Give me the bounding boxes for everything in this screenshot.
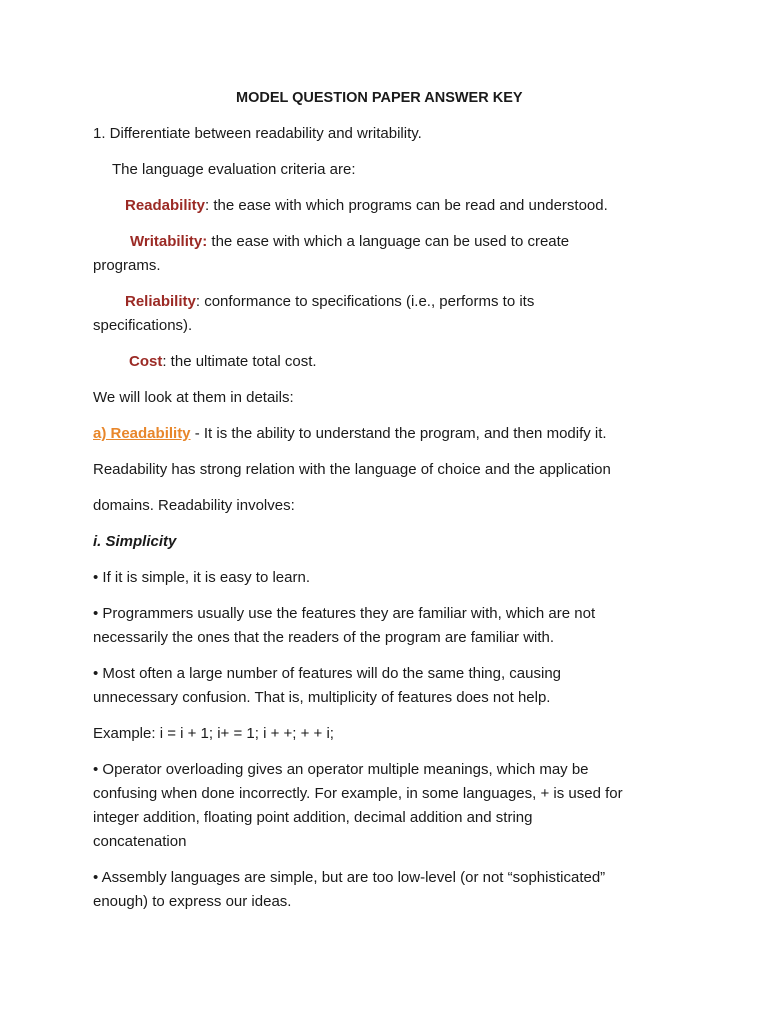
criterion-reliability-term: Reliability xyxy=(125,293,196,310)
bullet-4-cont-1: confusing when done incorrectly. For example, in some languages, + is used for xyxy=(93,785,623,802)
section-a-link[interactable]: a) Readability xyxy=(93,425,191,442)
criterion-writability-desc: the ease with which a language can be used to create xyxy=(207,233,570,250)
criterion-reliability xyxy=(125,290,534,314)
readability-relation: Readability has strong relation with the language of choice and the application xyxy=(93,461,611,478)
bullet-4: • Operator overloading gives an operator multiple meanings, which may be xyxy=(93,761,589,778)
section-a xyxy=(93,422,607,446)
criterion-writability xyxy=(130,230,569,254)
criterion-cost-desc: : the ultimate total cost. xyxy=(162,353,317,370)
bullet-4-cont-3: concatenation xyxy=(93,833,187,850)
bullet-2: • Programmers usually use the features they are familiar with, which are not xyxy=(93,605,596,622)
criterion-cost-term: Cost xyxy=(129,353,163,370)
bullet-5-cont: enough) to express our ideas. xyxy=(93,893,292,910)
example-line: Example: i = i + 1; i+ = 1; i + +; + + i; xyxy=(93,725,334,742)
criterion-readability-desc: : the ease with which programs can be read and understood. xyxy=(205,197,608,214)
bullet-3-cont: unnecessary confusion. That is, multiplicity of features does not help. xyxy=(93,689,551,706)
simplicity-heading: i. Simplicity xyxy=(93,533,177,550)
bullet-3: • Most often a large number of features will do the same thing, causing xyxy=(93,665,562,682)
criterion-cost xyxy=(129,350,317,374)
criterion-writability-desc-cont: programs. xyxy=(93,257,161,274)
criterion-reliability-desc: : conformance to specifications (i.e., performs to its xyxy=(195,293,535,310)
criteria-intro: The language evaluation criteria are: xyxy=(112,161,356,178)
criterion-reliability-desc-cont: specifications). xyxy=(93,317,193,334)
details-intro: We will look at them in details: xyxy=(93,389,294,406)
section-a-desc: - It is the ability to understand the program, and then modify it. xyxy=(190,425,607,442)
readability-relation-cont: domains. Readability involves: xyxy=(93,497,295,514)
bullet-1: • If it is simple, it is easy to learn. xyxy=(93,569,310,586)
criterion-readability-term: Readability xyxy=(125,197,206,214)
bullet-5: • Assembly languages are simple, but are too low-level (or not “sophisticated” xyxy=(93,869,606,886)
question-text: 1. Differentiate between readability and writability. xyxy=(93,125,422,142)
bullet-2-cont: necessarily the ones that the readers of the program are familiar with. xyxy=(93,629,555,646)
document-title: MODEL QUESTION PAPER ANSWER KEY xyxy=(236,90,523,106)
bullet-4-cont-2: integer addition, floating point addition, decimal addition and string xyxy=(93,809,533,826)
criterion-writability-term: Writability: xyxy=(130,233,208,250)
criterion-readability xyxy=(125,194,608,218)
